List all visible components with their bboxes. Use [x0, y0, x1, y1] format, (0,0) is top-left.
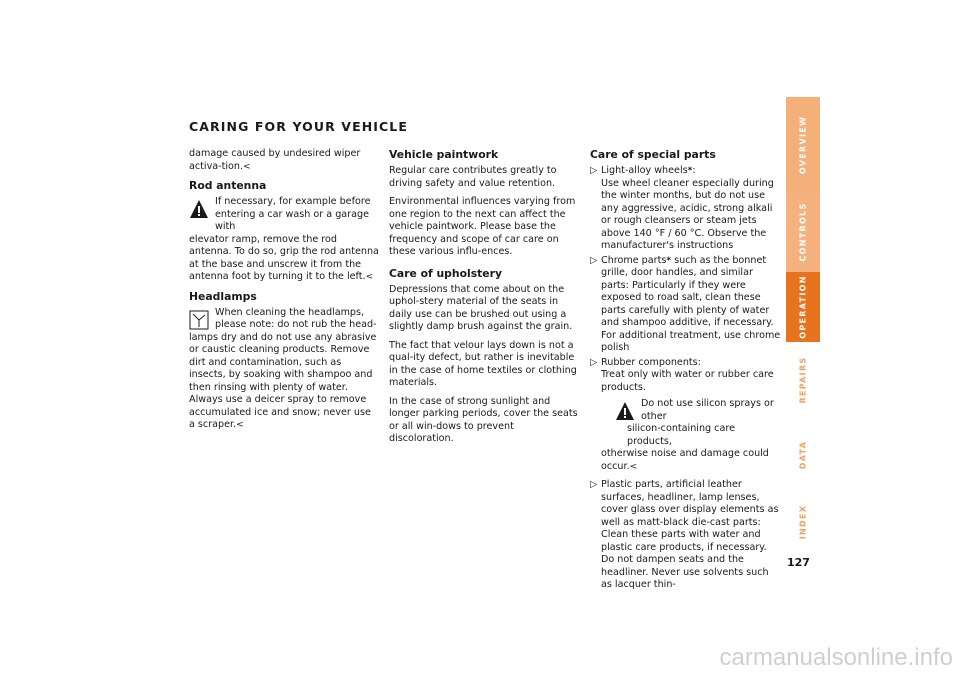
- paintwork-heading: Vehicle paintwork: [389, 148, 499, 161]
- special-parts-heading: Care of special parts: [590, 148, 716, 161]
- bullet-icon: ▷: [590, 165, 598, 176]
- tab-index[interactable]: INDEX: [786, 492, 820, 552]
- page-title: CARING FOR YOUR VEHICLE: [189, 119, 409, 134]
- headlamps-note: When cleaning the headlamps, please note: do not rub the head- lamps dry and do not use any abrasive or caustic cleaning products. Remove dirt and contamination, such as insects, by soaking with shampoo and then rinsing with plenty of water. Always use a deicer spray to remove accumulated ice and snow; never use a scraper.<: [189, 306, 377, 430]
- list-item: ▷ Light-alloy wheels*: Use wheel cleaner especially during the winter months, but do not use any aggressive, acidic, strong alkali or rough cleansers or steam jets above 140 °F / 60 °C. Observe the manufacturer's instructions: [590, 165, 774, 251]
- column-2: [389, 148, 581, 452]
- paintwork-p1: Regular care contributes greatly to driving safety and value retention.: [389, 165, 557, 189]
- bullet-icon: ▷: [590, 356, 598, 368]
- upholstery-heading: Care of upholstery: [389, 266, 502, 280]
- intro-text: damage caused by undesired wiper activa-tion.<: [189, 148, 361, 172]
- watermark: carmanualsonline.info: [719, 644, 953, 671]
- upholstery-p1: Depressions that come about on the uphol-stery material of the seats in daily use can be brushed out using a slightly damp brush against the grain.: [389, 283, 573, 332]
- column-3: [590, 148, 782, 594]
- list-item: ▷ Chrome parts* such as the bonnet grille, door handles, and similar parts: Particularly if they were exposed to road salt, clean these parts carefully with plenty of water and shampoo additive, if necessary. For additional treatment, use chrome polish: [590, 254, 781, 353]
- end-mark: <: [629, 461, 638, 472]
- tab-data[interactable]: DATA: [786, 417, 820, 492]
- footnote-asterisk: *: [687, 166, 693, 176]
- bullet-icon: ▷: [590, 479, 598, 490]
- tab-repairs[interactable]: REPAIRS: [786, 342, 820, 417]
- warning-triangle-icon: [615, 401, 635, 421]
- tab-operation[interactable]: OPERATION: [786, 272, 820, 342]
- headlamps-heading: Headlamps: [189, 289, 257, 303]
- end-mark: <: [243, 161, 251, 172]
- paintwork-p2: Environmental influences varying from one region to the next can affect the vehicle paintwork. Please base the frequency and scope of car care on these various influ-ences.: [389, 196, 576, 257]
- list-item: ▷ Rubber components: Treat only with water or rubber care products. Do not use silicon sprays or other silicon-containing care products, otherwise noise and damage could occur.<: [590, 357, 782, 474]
- environment-note-icon: [189, 310, 209, 330]
- tab-controls[interactable]: CONTROLS: [786, 192, 820, 272]
- rod-antenna-note: If necessary, for example before entering a car wash or a garage with elevator ramp, remove the rod antenna. To do so, grip the rod antenna at the base and unscrew it from the antenna foot by turning it to the left.<: [189, 196, 379, 282]
- end-mark: <: [236, 420, 244, 430]
- end-mark: <: [365, 272, 374, 282]
- warning-triangle-icon: [189, 199, 209, 219]
- list-item: ▷ Plastic parts, artificial leather surfaces, headliner, lamp lenses, cover glass over display elements as well as matt-black die-cast parts: Clean these parts with water and plastic care products, if necessary. Do not dampen seats and the headliner. Never use solvents such as lacquer thin-: [590, 479, 779, 590]
- rod-antenna-heading: Rod antenna: [189, 179, 267, 192]
- special-parts-list: [590, 165, 782, 592]
- page-number: 127: [787, 556, 810, 569]
- upholstery-p2: The fact that velour lays down is not a qual-ity defect, but rather is inevitable in the case of home textiles or clothing materials.: [389, 339, 577, 388]
- column-1: [189, 148, 379, 438]
- tab-overview[interactable]: OVERVIEW: [786, 97, 820, 192]
- bullet-icon: ▷: [590, 254, 598, 266]
- footnote-asterisk: *: [666, 255, 672, 266]
- upholstery-p3: In the case of strong sunlight and longer parking periods, cover the seats or all win-dows to prevent discoloration.: [389, 395, 578, 444]
- silicon-warning-note: Do not use silicon sprays or other silicon-containing care products, otherwise noise and damage could occur.<: [601, 398, 774, 472]
